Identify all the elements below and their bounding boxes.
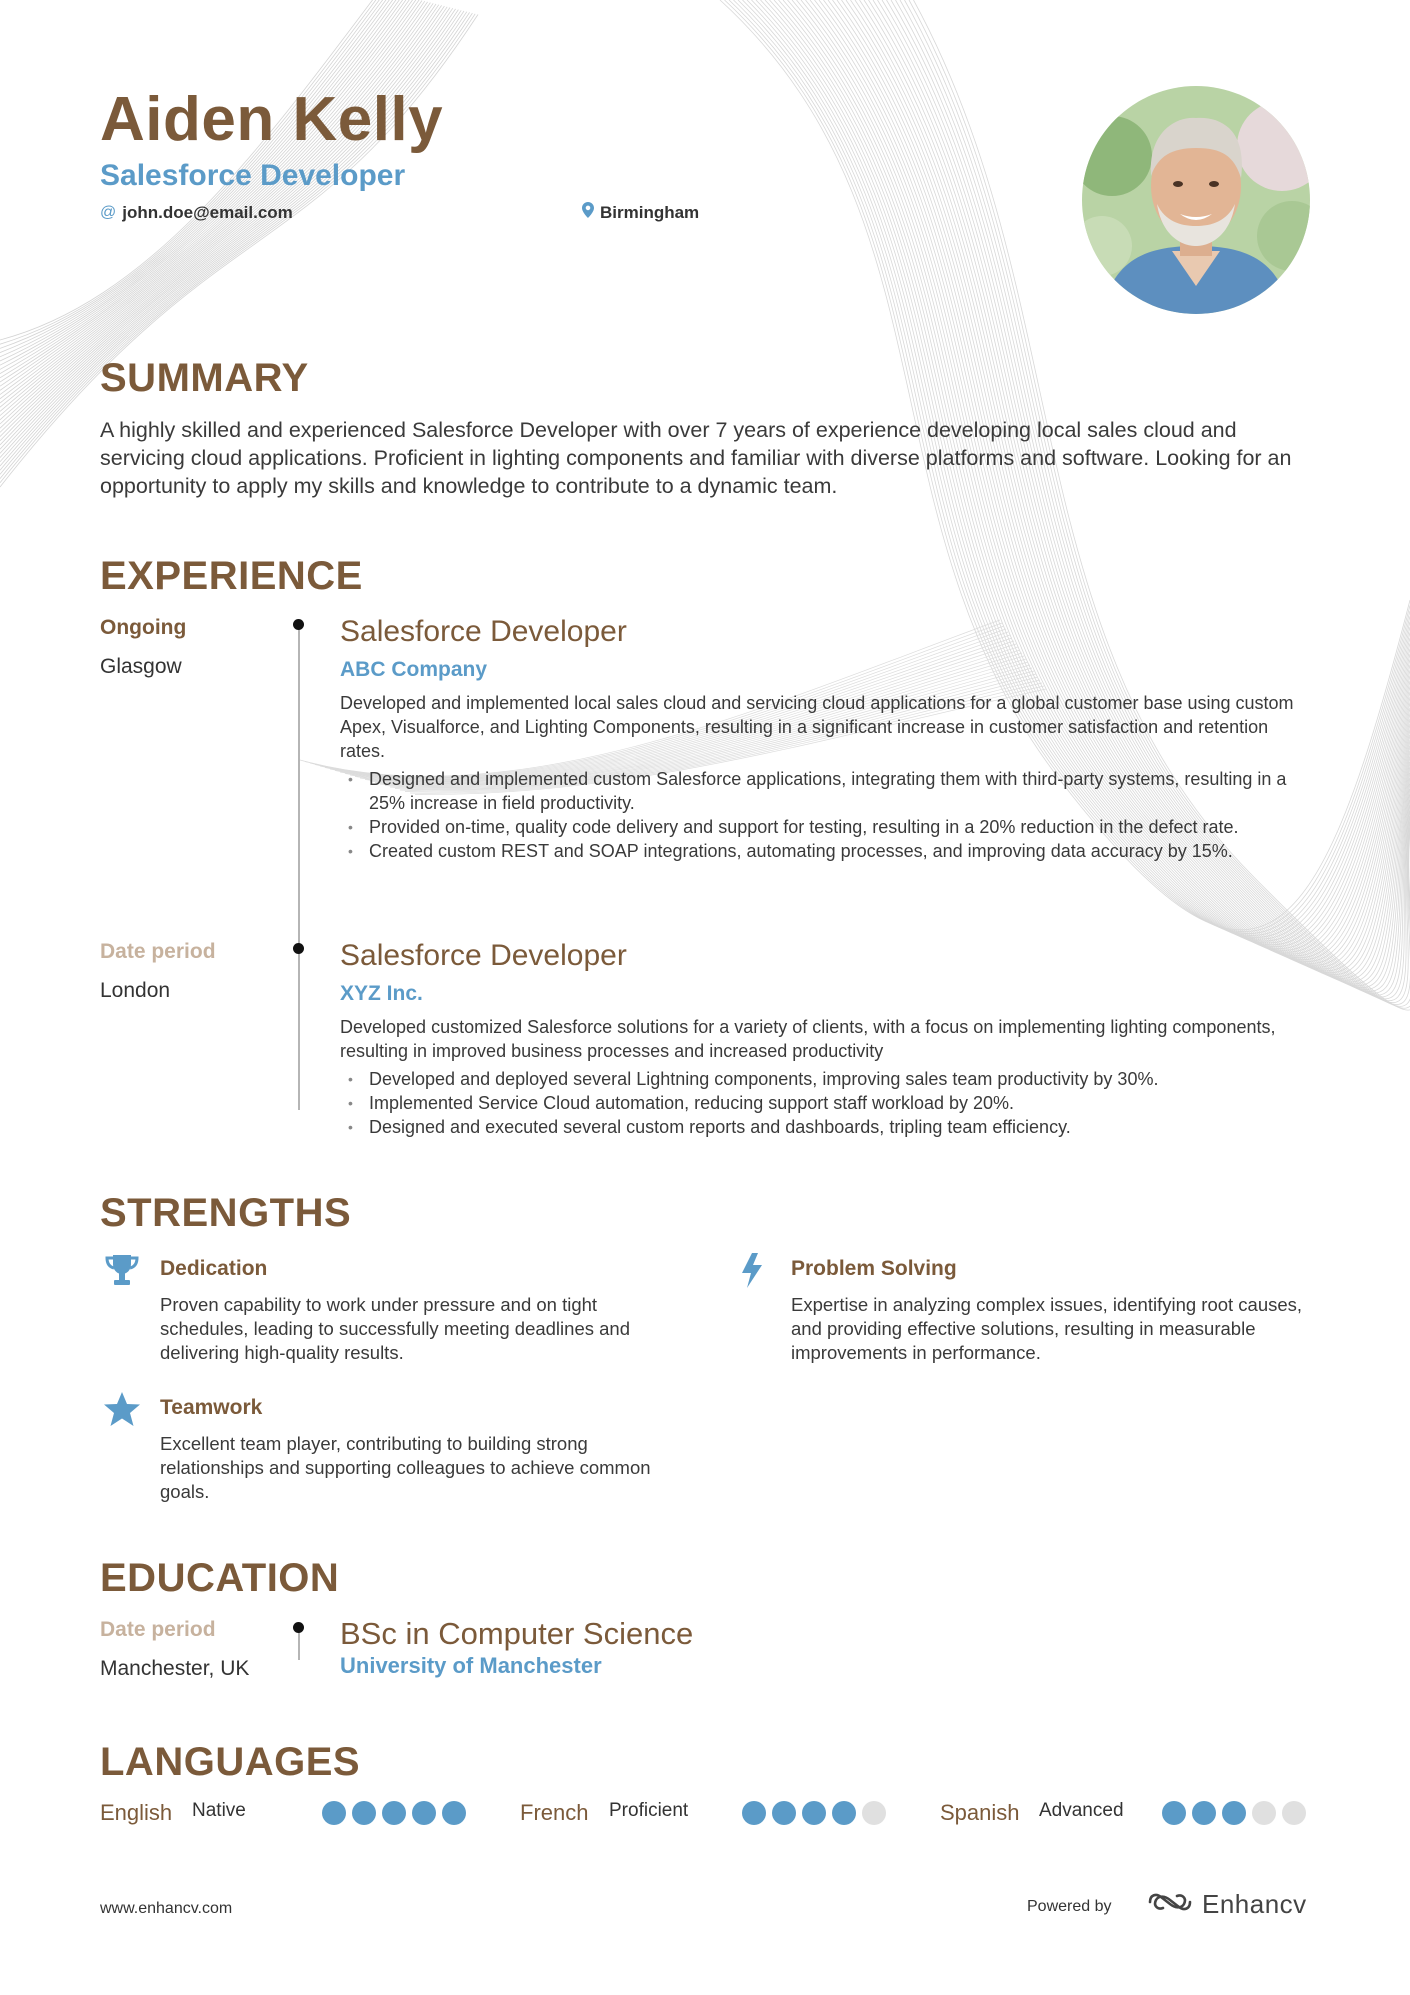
brand-name: Enhancv	[1202, 1889, 1307, 1919]
contact-location	[582, 202, 699, 224]
education-location: Manchester, UK	[100, 1657, 250, 1680]
strength-description: Expertise in analyzing complex issues, identifying root causes, and providing effective solutions, resulting in measurable improvements in performance.	[791, 1294, 1303, 1363]
location-text: Birmingham	[600, 203, 700, 222]
job-bullets	[340, 767, 1310, 863]
education-heading: EDUCATION	[100, 1556, 340, 1600]
job-date: Ongoing	[100, 616, 187, 639]
candidate-name: Aiden Kelly	[100, 85, 444, 154]
job-company: XYZ Inc.	[340, 982, 423, 1005]
language-level: Advanced	[1039, 1800, 1124, 1821]
rating-dot-empty	[1282, 1801, 1306, 1825]
list-item: • Provided on-time, quality code delivery and support for testing, resulting in a 20% reduction in the defect rate.	[340, 815, 1310, 839]
at-icon: @	[100, 204, 117, 221]
job-description: Developed customized Salesforce solutions for a variety of clients, with a focus on implementing lighting components, resulting in improved business processes and increased productivity	[340, 1017, 1276, 1061]
powered-by-label: Powered by	[1027, 1898, 1112, 1915]
language-level: Native	[192, 1800, 246, 1821]
rating-dot-filled	[1222, 1801, 1246, 1825]
job-location: London	[100, 979, 171, 1002]
timeline-dot	[293, 943, 304, 954]
rating-dot-filled	[742, 1801, 766, 1825]
rating-dot-filled	[1192, 1801, 1216, 1825]
language-name: French	[520, 1800, 589, 1825]
rating-dot-filled	[382, 1801, 406, 1825]
job-date: Date period	[100, 940, 216, 963]
list-item: • Implemented Service Cloud automation, reducing support staff workload by 20%.	[340, 1091, 1310, 1115]
profile-photo	[1082, 86, 1310, 314]
rating-dot-filled	[352, 1801, 376, 1825]
star-icon	[103, 1390, 141, 1428]
experience-timeline-line	[298, 625, 300, 1110]
language-name: English	[100, 1800, 173, 1825]
language-rating	[1162, 1801, 1306, 1825]
languages-heading: LANGUAGES	[100, 1740, 361, 1784]
rating-dot-filled	[832, 1801, 856, 1825]
strength-title: Dedication	[160, 1257, 268, 1280]
strength-title: Teamwork	[160, 1396, 263, 1419]
rating-dot-filled	[1162, 1801, 1186, 1825]
strength-description: Proven capability to work under pressure and on tight schedules, leading to successfully meeting deadlines and delivering high-quality results.	[160, 1294, 630, 1363]
education-degree: BSc in Computer Science	[340, 1616, 694, 1651]
rating-dot-filled	[442, 1801, 466, 1825]
rating-dot-filled	[412, 1801, 436, 1825]
job-role: Salesforce Developer	[340, 939, 627, 972]
job-role: Salesforce Developer	[340, 615, 627, 648]
summary-heading: SUMMARY	[100, 356, 309, 400]
lightning-bolt-icon	[734, 1251, 772, 1289]
job-bullets	[340, 1067, 1310, 1139]
trophy-icon	[103, 1251, 141, 1289]
education-date: Date period	[100, 1618, 216, 1641]
job-description: Developed and implemented local sales cloud and servicing cloud applications for a global customer base using custom Apex, Visualforce, and Lighting Components, resulting in a significant increase in customer satisfaction and retention rates.	[340, 693, 1294, 761]
list-item: • Designed and implemented custom Salesforce applications, integrating them with third-party systems, resulting in a 25% increase in field productivity.	[340, 767, 1310, 815]
rating-dot-empty	[1252, 1801, 1276, 1825]
rating-dot-filled	[772, 1801, 796, 1825]
language-rating	[742, 1801, 886, 1825]
job-location: Glasgow	[100, 655, 182, 678]
timeline-dot	[293, 619, 304, 630]
job-company: ABC Company	[340, 658, 488, 681]
list-item: • Created custom REST and SOAP integrations, automating processes, and improving data accuracy by 15%.	[340, 839, 1310, 863]
strengths-heading: STRENGTHS	[100, 1191, 352, 1235]
language-rating	[322, 1801, 466, 1825]
education-school: University of Manchester	[340, 1653, 602, 1678]
strength-title: Problem Solving	[791, 1257, 957, 1280]
contact-email[interactable]	[100, 202, 293, 224]
enhancv-logo-icon	[1146, 1889, 1194, 1920]
strength-description: Excellent team player, contributing to building strong relationships and supporting colleagues to achieve common goals.	[160, 1433, 651, 1502]
rating-dot-filled	[322, 1801, 346, 1825]
brand-logo[interactable]	[1146, 1888, 1307, 1920]
timeline-dot	[293, 1622, 304, 1633]
experience-heading: EXPERIENCE	[100, 554, 363, 598]
education-timeline-line	[298, 1632, 300, 1660]
list-item: • Developed and deployed several Lightning components, improving sales team productivity by 30%.	[340, 1067, 1310, 1091]
language-level: Proficient	[609, 1800, 689, 1821]
rating-dot-filled	[802, 1801, 826, 1825]
summary-text: A highly skilled and experienced Salesforce Developer with over 7 years of experience developing local sales cloud and servicing cloud applications. Proficient in lighting components and familiar with diverse platforms and software. Looking for an opportunity to apply my skills and knowledge to contribute to a dynamic team.	[100, 418, 1292, 498]
footer-url-link[interactable]: www.enhancv.com	[100, 1900, 233, 1917]
email-text: john.doe@email.com	[122, 203, 293, 222]
rating-dot-empty	[862, 1801, 886, 1825]
candidate-title: Salesforce Developer	[100, 159, 406, 192]
language-name: Spanish	[940, 1800, 1020, 1825]
list-item: • Designed and executed several custom reports and dashboards, tripling team efficiency.	[340, 1115, 1310, 1139]
map-pin-icon	[582, 202, 594, 224]
